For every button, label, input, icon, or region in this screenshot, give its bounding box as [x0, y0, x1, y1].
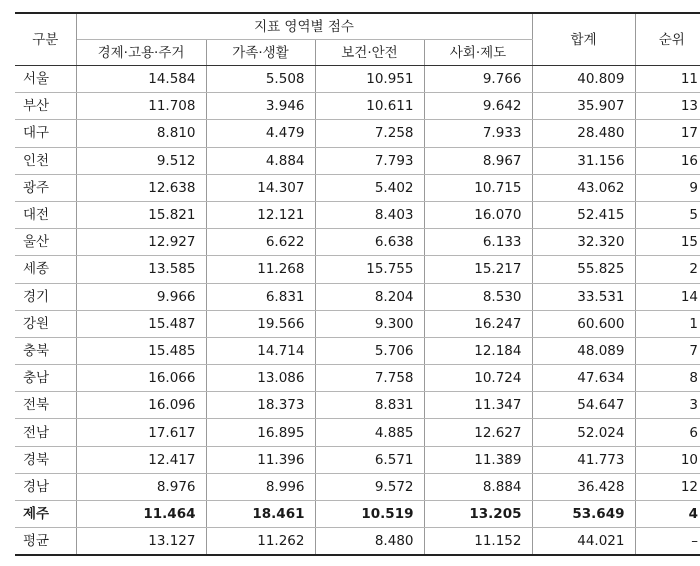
region-name-cell: 서울 — [15, 66, 76, 93]
table-row — [15, 66, 700, 93]
total-score-cell: 40.809 — [532, 66, 635, 93]
total-score-cell: 55.825 — [532, 256, 635, 283]
health-score-cell: 8.480 — [315, 528, 424, 556]
society-score-cell: 11.152 — [424, 528, 532, 556]
rank-cell: 4 — [635, 501, 700, 528]
economy-score-cell: 12.417 — [76, 446, 206, 473]
family-score-cell: 18.373 — [206, 392, 315, 419]
region-name-cell: 대전 — [15, 201, 76, 228]
economy-score-cell: 12.927 — [76, 229, 206, 256]
total-score-cell: 35.907 — [532, 93, 635, 120]
family-score-cell: 4.884 — [206, 147, 315, 174]
health-score-cell: 5.706 — [315, 337, 424, 364]
health-score-cell: 10.611 — [315, 93, 424, 120]
rank-cell: 12 — [635, 473, 700, 500]
region-name-cell: 광주 — [15, 174, 76, 201]
total-score-cell: 53.649 — [532, 501, 635, 528]
region-name-cell: 세종 — [15, 256, 76, 283]
rank-cell: 11 — [635, 66, 700, 93]
region-name-cell: 경북 — [15, 446, 76, 473]
region-name-cell: 경남 — [15, 473, 76, 500]
rank-cell: 5 — [635, 201, 700, 228]
economy-score-cell: 12.638 — [76, 174, 206, 201]
total-score-cell: 54.647 — [532, 392, 635, 419]
economy-header: 경제·고용·주거 — [76, 40, 206, 66]
society-score-cell: 9.642 — [424, 93, 532, 120]
total-score-cell: 43.062 — [532, 174, 635, 201]
health-score-cell: 7.258 — [315, 120, 424, 147]
table-row — [15, 93, 700, 120]
rank-cell: 2 — [635, 256, 700, 283]
family-header: 가족·생활 — [206, 40, 315, 66]
regional-score-table — [15, 12, 700, 556]
economy-score-cell: 11.464 — [76, 501, 206, 528]
health-score-cell: 8.831 — [315, 392, 424, 419]
rank-cell: 13 — [635, 93, 700, 120]
table-row — [15, 174, 700, 201]
table-row — [15, 283, 700, 310]
total-header: 합계 — [532, 13, 635, 66]
society-score-cell: 8.884 — [424, 473, 532, 500]
family-score-cell: 8.996 — [206, 473, 315, 500]
family-score-cell: 19.566 — [206, 310, 315, 337]
table-row — [15, 473, 700, 500]
table-row — [15, 392, 700, 419]
society-score-cell: 16.247 — [424, 310, 532, 337]
rank-header: 순위 — [635, 13, 700, 66]
region-name-cell: 울산 — [15, 229, 76, 256]
economy-score-cell: 13.127 — [76, 528, 206, 556]
table-row — [15, 446, 700, 473]
health-score-cell: 9.572 — [315, 473, 424, 500]
economy-score-cell: 16.066 — [76, 365, 206, 392]
region-name-cell: 전북 — [15, 392, 76, 419]
rank-cell: 9 — [635, 174, 700, 201]
economy-score-cell: 8.976 — [76, 473, 206, 500]
region-name-cell: 경기 — [15, 283, 76, 310]
region-name-cell: 강원 — [15, 310, 76, 337]
total-score-cell: 52.415 — [532, 201, 635, 228]
society-score-cell: 13.205 — [424, 501, 532, 528]
economy-score-cell: 15.821 — [76, 201, 206, 228]
total-score-cell: 31.156 — [532, 147, 635, 174]
table-header — [15, 13, 700, 66]
health-score-cell: 10.519 — [315, 501, 424, 528]
health-score-cell: 15.755 — [315, 256, 424, 283]
rank-cell: 6 — [635, 419, 700, 446]
economy-score-cell: 17.617 — [76, 419, 206, 446]
region-name-cell: 인천 — [15, 147, 76, 174]
table-row — [15, 147, 700, 174]
rank-cell: 1 — [635, 310, 700, 337]
society-score-cell: 8.967 — [424, 147, 532, 174]
family-score-cell: 6.622 — [206, 229, 315, 256]
rank-cell: 7 — [635, 337, 700, 364]
family-score-cell: 6.831 — [206, 283, 315, 310]
society-score-cell: 12.184 — [424, 337, 532, 364]
total-score-cell: 60.600 — [532, 310, 635, 337]
rank-cell: 14 — [635, 283, 700, 310]
region-header: 구분 — [15, 13, 76, 66]
total-score-cell: 47.634 — [532, 365, 635, 392]
society-score-cell: 11.347 — [424, 392, 532, 419]
rank-cell: 15 — [635, 229, 700, 256]
society-score-cell: 6.133 — [424, 229, 532, 256]
economy-score-cell: 15.485 — [76, 337, 206, 364]
total-score-cell: 36.428 — [532, 473, 635, 500]
economy-score-cell: 14.584 — [76, 66, 206, 93]
health-header: 보건·안전 — [315, 40, 424, 66]
table-row — [15, 229, 700, 256]
region-name-cell: 평균 — [15, 528, 76, 556]
economy-score-cell: 15.487 — [76, 310, 206, 337]
total-score-cell: 33.531 — [532, 283, 635, 310]
economy-score-cell: 13.585 — [76, 256, 206, 283]
rank-cell: 10 — [635, 446, 700, 473]
average-row — [15, 528, 700, 556]
rank-cell: – — [635, 528, 700, 556]
table-row — [15, 256, 700, 283]
health-score-cell: 4.885 — [315, 419, 424, 446]
society-score-cell: 9.766 — [424, 66, 532, 93]
region-name-cell: 부산 — [15, 93, 76, 120]
economy-score-cell: 8.810 — [76, 120, 206, 147]
economy-score-cell: 9.512 — [76, 147, 206, 174]
society-header: 사회·제도 — [424, 40, 532, 66]
total-score-cell: 41.773 — [532, 446, 635, 473]
table-row — [15, 365, 700, 392]
society-score-cell: 16.070 — [424, 201, 532, 228]
society-score-cell: 10.715 — [424, 174, 532, 201]
total-score-cell: 32.320 — [532, 229, 635, 256]
total-score-cell: 52.024 — [532, 419, 635, 446]
rank-cell: 16 — [635, 147, 700, 174]
table-row — [15, 419, 700, 446]
society-score-cell: 10.724 — [424, 365, 532, 392]
total-score-cell: 44.021 — [532, 528, 635, 556]
health-score-cell: 9.300 — [315, 310, 424, 337]
family-score-cell: 13.086 — [206, 365, 315, 392]
total-score-cell: 48.089 — [532, 337, 635, 364]
health-score-cell: 10.951 — [315, 66, 424, 93]
society-score-cell: 7.933 — [424, 120, 532, 147]
region-name-cell: 전남 — [15, 419, 76, 446]
family-score-cell: 16.895 — [206, 419, 315, 446]
family-score-cell: 14.714 — [206, 337, 315, 364]
family-score-cell: 11.396 — [206, 446, 315, 473]
family-score-cell: 12.121 — [206, 201, 315, 228]
society-score-cell: 12.627 — [424, 419, 532, 446]
health-score-cell: 6.638 — [315, 229, 424, 256]
total-score-cell: 28.480 — [532, 120, 635, 147]
family-score-cell: 11.262 — [206, 528, 315, 556]
health-score-cell: 8.403 — [315, 201, 424, 228]
economy-score-cell: 16.096 — [76, 392, 206, 419]
rank-cell: 8 — [635, 365, 700, 392]
region-name-cell: 충북 — [15, 337, 76, 364]
health-score-cell: 7.793 — [315, 147, 424, 174]
region-name-cell: 제주 — [15, 501, 76, 528]
table-row — [15, 337, 700, 364]
table-row — [15, 201, 700, 228]
health-score-cell: 8.204 — [315, 283, 424, 310]
economy-score-cell: 9.966 — [76, 283, 206, 310]
society-score-cell: 8.530 — [424, 283, 532, 310]
family-score-cell: 14.307 — [206, 174, 315, 201]
table-body — [15, 66, 700, 556]
table-row — [15, 310, 700, 337]
family-score-cell: 5.508 — [206, 66, 315, 93]
family-score-cell: 3.946 — [206, 93, 315, 120]
table-row — [15, 501, 700, 528]
health-score-cell: 5.402 — [315, 174, 424, 201]
economy-score-cell: 11.708 — [76, 93, 206, 120]
region-name-cell: 충남 — [15, 365, 76, 392]
table-row — [15, 120, 700, 147]
region-name-cell: 대구 — [15, 120, 76, 147]
health-score-cell: 6.571 — [315, 446, 424, 473]
society-score-cell: 15.217 — [424, 256, 532, 283]
family-score-cell: 4.479 — [206, 120, 315, 147]
score-group-header: 지표 영역별 점수 — [76, 13, 532, 40]
family-score-cell: 11.268 — [206, 256, 315, 283]
rank-cell: 3 — [635, 392, 700, 419]
family-score-cell: 18.461 — [206, 501, 315, 528]
society-score-cell: 11.389 — [424, 446, 532, 473]
health-score-cell: 7.758 — [315, 365, 424, 392]
rank-cell: 17 — [635, 120, 700, 147]
